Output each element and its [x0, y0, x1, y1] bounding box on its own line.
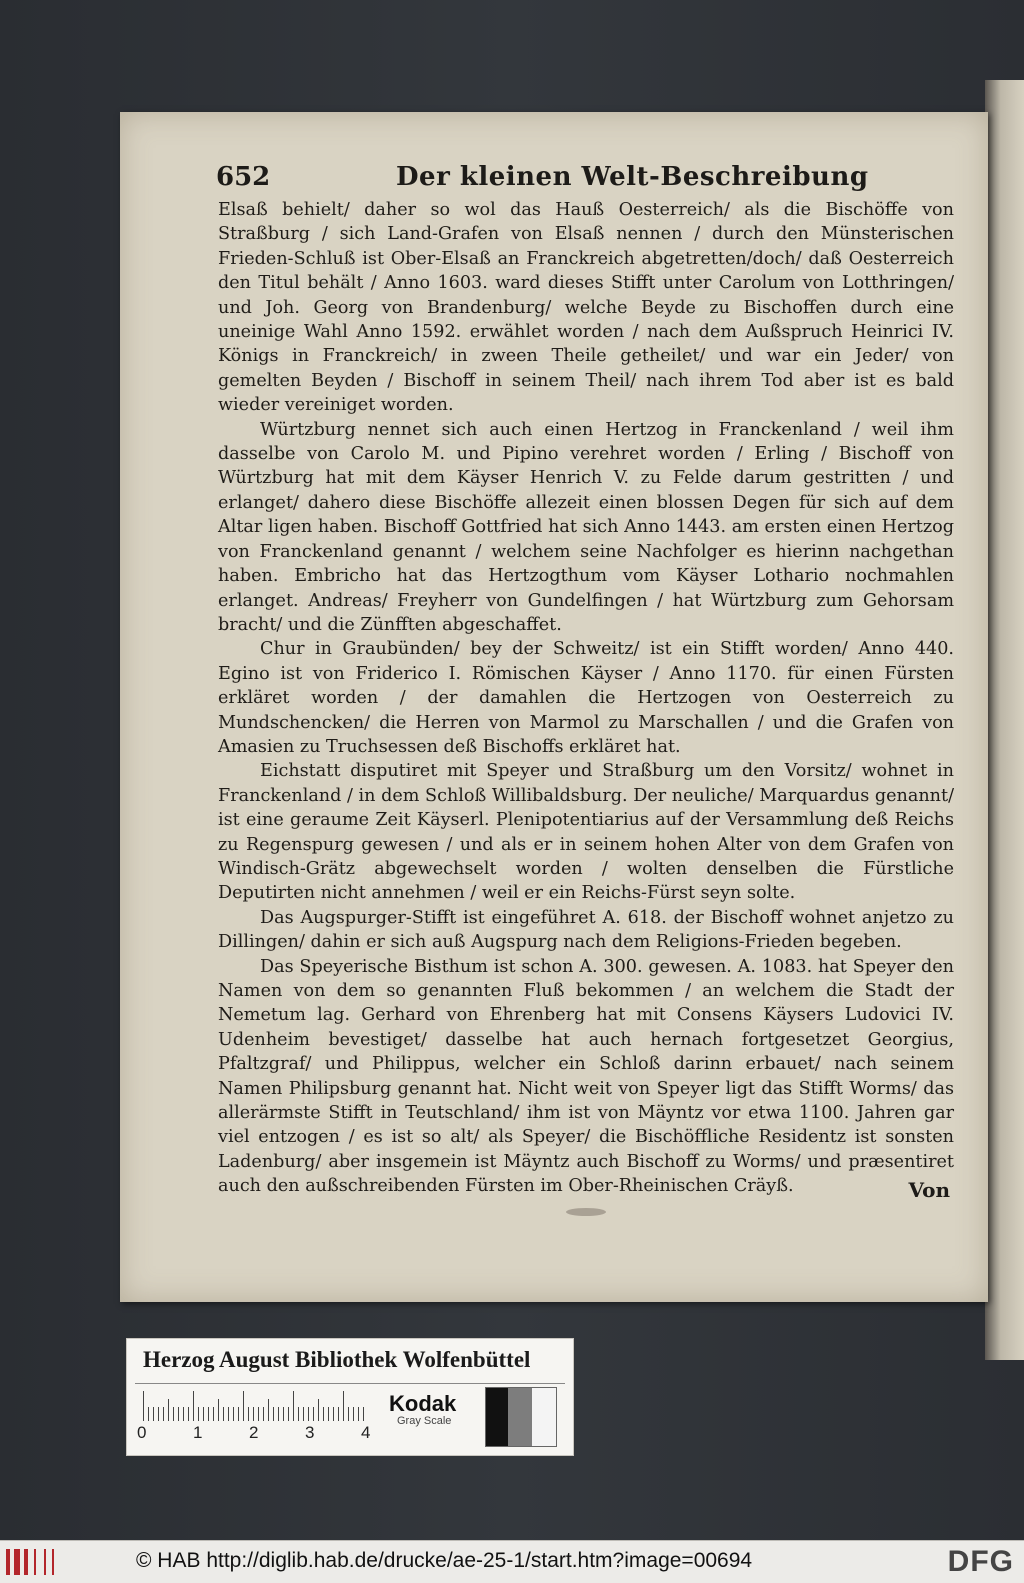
ruler-tick [348, 1407, 349, 1421]
kodak-logo: Kodak [389, 1391, 457, 1416]
gray-swatches [485, 1387, 557, 1447]
ruler-tick [158, 1407, 159, 1421]
ruler-tick [208, 1407, 209, 1421]
ruler-tick [223, 1407, 224, 1421]
ruler-label: 1 [193, 1423, 203, 1442]
ruler-tick [173, 1407, 174, 1421]
card-divider [135, 1383, 565, 1384]
ruler-tick [263, 1407, 264, 1421]
ruler-tick [283, 1407, 284, 1421]
ruler-tick [288, 1407, 289, 1421]
ruler-tick [153, 1407, 154, 1421]
color-calibration-card [126, 1338, 574, 1456]
ruler-tick [333, 1407, 334, 1421]
paragraph-wuertzburg: Würtzburg nennet sich auch einen Hertzog in Franckenland / weil ihm dasselbe von Carolo M. und Pipino verehret worden / Erling / Bischoff von Würtzburg hat mit dem Käyser Henrich V. zu Felde darum gestritten / und erlanget/ dahero diese Bischöffe allezeit einen blossen Degen für sich auf dem Altar ligen haben. Bischoff Gottfried hat sich Anno 1443. am ersten einen Hertzog von Franckenland genannt / welchem seine Nachfolger es hierinn nachgethan haben. Embricho hat das Hertzogthum vom Käyser Lothario nochmahlen erlanget. Andreas/ Freyherr von Gundelfingen / hat Würtzburg zum Gehorsam bracht/ und die Zünfften abgeschaffet. [218, 419, 954, 635]
barcode-stripe [14, 1549, 20, 1575]
ruler-tick [313, 1407, 314, 1421]
ruler-tick [183, 1407, 184, 1421]
ruler-tick [273, 1407, 274, 1421]
ruler-tick [218, 1399, 219, 1421]
body-text [218, 198, 954, 1199]
barcode-stripe [44, 1549, 46, 1575]
ruler-tick [143, 1391, 144, 1421]
running-title: Der kleinen Welt-Beschreibung [396, 162, 869, 192]
barcode-stripe [24, 1549, 28, 1575]
ruler-label: 3 [305, 1423, 315, 1442]
catchword: Von [908, 1178, 950, 1202]
ruler-tick [233, 1407, 234, 1421]
ruler-tick [328, 1407, 329, 1421]
ruler-tick [338, 1407, 339, 1421]
gray-scale-label: Gray Scale [397, 1415, 452, 1427]
ruler-tick [308, 1407, 309, 1421]
dfg-logo: DFG [947, 1545, 1014, 1578]
ruler-tick [343, 1391, 344, 1421]
ruler-tick [293, 1391, 294, 1421]
ruler-tick [243, 1391, 244, 1421]
ruler-tick [323, 1407, 324, 1421]
ruler-tick [358, 1407, 359, 1421]
ruler-tick [303, 1407, 304, 1421]
ruler-tick [188, 1407, 189, 1421]
ruler-tick [318, 1399, 319, 1421]
ruler-tick [278, 1407, 279, 1421]
ruler-tick [248, 1407, 249, 1421]
paragraph-augspurg: Das Augspurger-Stifft ist eingeführet A. 618. der Bischoff wohnet anjetzo zu Dillingen/ dahin er sich auß Augspurg nach dem Religions-Frieden begeben. [218, 907, 954, 953]
swatch-black [486, 1388, 508, 1446]
ruler-tick [163, 1407, 164, 1421]
footer-credit: © HAB http://diglib.hab.de/drucke/ae-25-1/start.htm?image=00694 [136, 1549, 753, 1572]
ruler-label: 4 [361, 1423, 371, 1442]
ruler-tick [258, 1407, 259, 1421]
barcode-icon [6, 1549, 50, 1575]
ruler-tick [168, 1399, 169, 1421]
ruler-tick [198, 1407, 199, 1421]
ruler-tick [193, 1391, 194, 1421]
barcode-stripe [52, 1549, 54, 1575]
scale-ruler [143, 1391, 373, 1421]
barcode-stripe [6, 1549, 10, 1575]
paragraph-chur: Chur in Graubünden/ bey der Schweitz/ ist ein Stifft worden/ Anno 440. Egino ist von Friderico I. Römischen Käyser / Anno 1170. für einen Fürsten erkläret worden / der damahlen die Hertzogen von Oesterreich zu Mundschencken/ die Herren von Marmol zu Marschallen / und die Grafen von Amasien zu Truchsessen deß Bischoffs erkläret hat. [218, 639, 954, 757]
ruler-tick [228, 1407, 229, 1421]
ruler-tick [253, 1407, 254, 1421]
ruler-label: 0 [137, 1423, 147, 1442]
swatch-gray [508, 1388, 532, 1446]
paragraph-eichstatt: Eichstatt disputiret mit Speyer und Straßburg um den Vorsitz/ wohnet in Franckenland / in dem Schloß Willibaldsburg. Der neuliche/ Marquardus genannt/ ist eine geraume Zeit Käyserl. Plenipotentiarius auf der Versammlung deß Reichs zu Regenspurg gewesen / und als er in seinem hohen Alter von dem Grafen von Windisch-Grätz abgewechselt worden / wolten denselben die Fürstliche Deputirten nicht annehmen / weil er ein Reichs-Fürst seyn solte. [218, 761, 954, 904]
ruler-tick [268, 1399, 269, 1421]
paragraph-speyer: Das Speyerische Bisthum ist schon A. 300. gewesen. A. 1083. hat Speyer den Namen von dem so genannten Fluß bekommen / an welchem die Stadt der Nemetum lag. Gerhard von Ehrenberg hat mit Consens Käysers Ludovici IV. Udenheim bevestiget/ dasselbe hat auch hernach fortgesetzet Georgius, Pfaltzgraf/ und Philippus, welcher ein Schloß darinn erbauet/ nach seinem Namen Philipsburg genannt hat. Nicht weit von Speyer ligt das Stifft Worms/ das allerärmste Stifft in Teutschland/ ihm ist von Mäyntz vor etwa 1100. Jahren gar viel entzogen / es ist so alt/ als Speyer/ die Bischöffliche Residentz ist sonsten Ladenburg/ aber insgemein ist Mäyntz auch Bischoff zu Worms/ und præsentiret auch den außschreibenden Fürsten im Ober-Rheinischen Cräyß. [218, 956, 954, 1197]
ruler-tick [298, 1407, 299, 1421]
ruler-labels [137, 1423, 387, 1445]
page-number: 652 [216, 162, 271, 192]
ruler-tick [178, 1407, 179, 1421]
ruler-tick [213, 1407, 214, 1421]
swatch-white [532, 1388, 556, 1446]
footer-bar [0, 1540, 1024, 1583]
ruler-tick [203, 1407, 204, 1421]
ruler-tick [353, 1407, 354, 1421]
ruler-label: 2 [249, 1423, 259, 1442]
barcode-stripe [34, 1549, 36, 1575]
book-page [120, 112, 988, 1302]
paragraph-elsass: Elsaß behielt/ daher so wol das Hauß Oesterreich/ als die Bischöffe von Straßburg / sich Land-Grafen von Elsaß nennen / durch den Münsterischen Frieden-Schluß ist Ober-Elsaß an Franckreich abgetretten/doch/ daß Oesterreich den Titul behält / Anno 1603. ward dieses Stifft unter Carolum von Lotthringen/ und Joh. Georg von Brandenburg/ welche Beyde zu Bischoffen durch eine uneinige Wahl Anno 1592. erwählet worden / nach dem Außspruch Heinrici IV. Königs in Franckreich/ in zween Theile getheilet/ und war ein Jeder/ von gemelten Beyden / Bischoff in seinem Theil/ nach ihrem Tod aber ist es bald wieder vereiniget worden. [218, 200, 954, 416]
page-header [216, 162, 956, 198]
ruler-tick [148, 1407, 149, 1421]
ruler-tick [238, 1407, 239, 1421]
institution-name: Herzog August Bibliothek Wolfenbüttel [143, 1347, 531, 1372]
adjacent-page-edge [985, 80, 1024, 1360]
ruler-tick [363, 1407, 364, 1421]
ink-smudge [566, 1208, 606, 1216]
